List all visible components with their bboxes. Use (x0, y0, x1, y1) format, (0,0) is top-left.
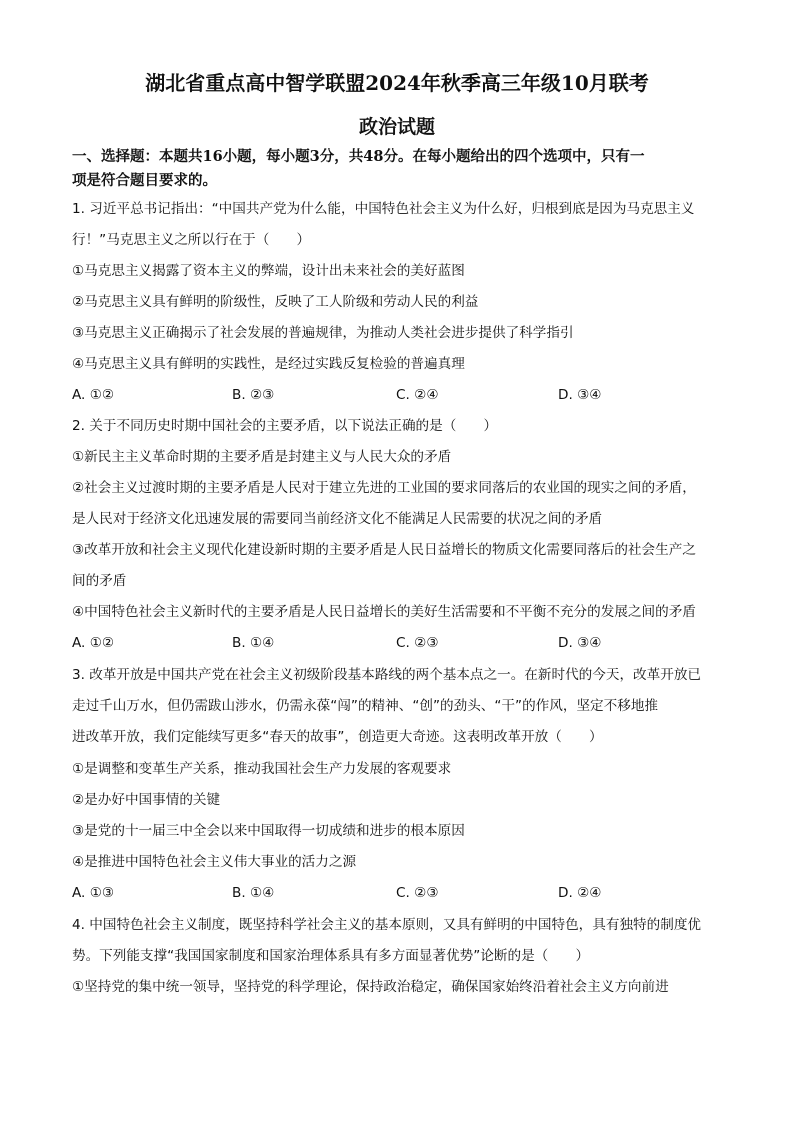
q1-option-d: D. ③④ (558, 387, 602, 403)
q3-option-a: A. ①③ (72, 885, 115, 901)
q3-option-c: C. ②③ (396, 885, 439, 901)
q4-stem-line-1: 4. 中国特色社会主义制度，既坚持科学社会主义的基本原则，又具有鲜明的中国特色，具有独特的制度优 (72, 917, 702, 933)
q2-option-c: C. ②③ (396, 635, 439, 651)
q1-option-c: C. ②④ (396, 387, 439, 403)
q2-option-b: B. ①④ (232, 635, 275, 651)
q1-statement-3: ③马克思主义正确揭示了社会发展的普遍规律，为推动人类社会进步提供了科学指引 (72, 325, 574, 341)
q3-statement-4: ④是推进中国特色社会主义伟大事业的活力之源 (72, 854, 357, 870)
q2-statement-3-line-1: ③改革开放和社会主义现代化建设新时期的主要矛盾是人民日益增长的物质文化需要同落后的社会生产之 (72, 542, 696, 558)
q1-option-b: B. ②③ (232, 387, 275, 403)
q1-statement-1: ①马克思主义揭露了资本主义的弊端，设计出未来社会的美好蓝图 (72, 263, 465, 279)
q3-statement-1: ①是调整和变革生产关系，推动我国社会生产力发展的客观要求 (72, 761, 452, 777)
section-heading-line-2: 项是符合题目要求的。 (72, 172, 217, 189)
q3-statement-2: ②是办好中国事情的关键 (72, 792, 221, 808)
q4-statement-1: ①坚持党的集中统一领导，坚持党的科学理论，保持政治稳定，确保国家始终沿着社会主义方向前进 (72, 979, 669, 995)
q1-stem-line-2: 行！”马克思主义之所以行在于（ ） (72, 232, 311, 248)
section-heading-line-1: 一、选择题：本题共16小题，每小题3分，共48分。在每小题给出的四个选项中，只有一 (72, 148, 645, 165)
q2-option-a: A. ①② (72, 635, 115, 651)
q3-stem-line-1: 3. 改革开放是中国共产党在社会主义初级阶段基本路线的两个基本点之一。在新时代的今天，改革开放已 (72, 667, 702, 683)
q1-statement-2: ②马克思主义具有鲜明的阶级性，反映了工人阶级和劳动人民的利益 (72, 294, 479, 310)
exam-subject: 政治试题 (358, 116, 435, 138)
q2-statement-3-line-2: 间的矛盾 (72, 573, 127, 589)
q2-option-d: D. ③④ (558, 635, 602, 651)
q3-stem-line-3: 进改革开放，我们定能续写更多“春天的故事”，创造更大奇迹。这表明改革开放（ ） (72, 729, 603, 745)
q2-statement-4: ④中国特色社会主义新时代的主要矛盾是人民日益增长的美好生活需要和不平衡不充分的发展之间的矛盾 (72, 604, 696, 620)
q2-statement-2-line-1: ②社会主义过渡时期的主要矛盾是人民对于建立先进的工业国的要求同落后的农业国的现实之间的矛盾， (72, 480, 696, 496)
q3-stem-line-2: 走过千山万水，但仍需跋山涉水，仍需永葆“闯”的精神、“创”的劲头、“干”的作风，坚定不移地推 (72, 698, 659, 714)
q4-stem-line-2: 势。下列能支撑“我国国家制度和国家治理体系具有多方面显著优势”论断的是（ ） (72, 948, 590, 964)
q3-option-b: B. ①④ (232, 885, 275, 901)
q2-statement-1: ①新民主主义革命时期的主要矛盾是封建主义与人民大众的矛盾 (72, 449, 452, 465)
q1-statement-4: ④马克思主义具有鲜明的实践性，是经过实践反复检验的普遍真理 (72, 356, 465, 372)
q2-statement-2-line-2: 是人民对于经济文化迅速发展的需要同当前经济文化不能满足人民需要的状况之间的矛盾 (72, 511, 603, 527)
q3-statement-3: ③是党的十一届三中全会以来中国取得一切成绩和进步的根本原因 (72, 823, 465, 839)
q1-stem-line-1: 1. 习近平总书记指出：“中国共产党为什么能，中国特色社会主义为什么好，归根到底是因为马克思主义 (72, 201, 695, 217)
q1-option-a: A. ①② (72, 387, 115, 403)
q2-stem-line-1: 2. 关于不同历史时期中国社会的主要矛盾，以下说法正确的是（ ） (72, 418, 498, 434)
exam-title: 湖北省重点高中智学联盟2024年秋季高三年级10月联考 (145, 71, 649, 95)
q3-option-d: D. ②④ (558, 885, 602, 901)
